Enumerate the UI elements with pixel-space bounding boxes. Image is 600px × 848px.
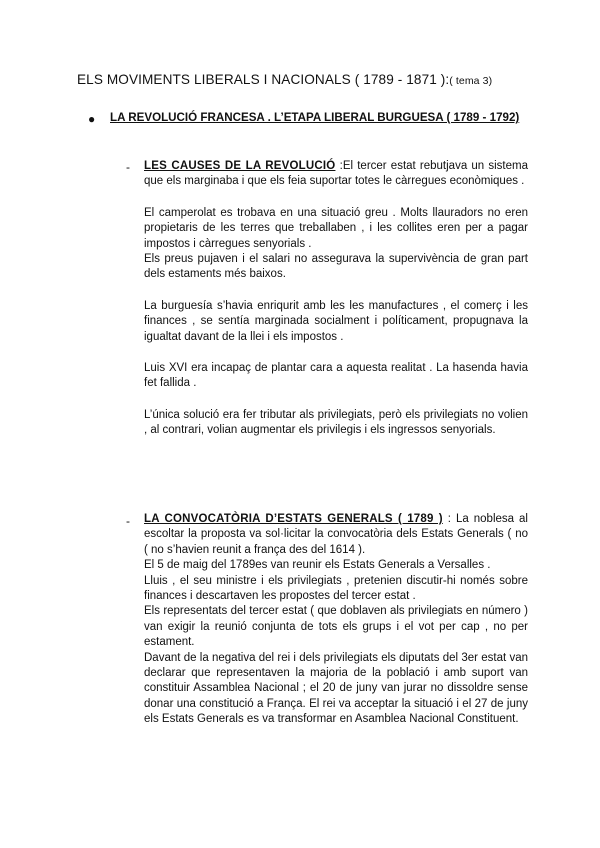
convocatoria-heading: LA CONVOCATÒRIA D’ESTATS GENERALS ( 1789 ) bbox=[144, 513, 443, 525]
dash-icon: - bbox=[126, 160, 130, 174]
subsection-convocatoria bbox=[144, 512, 528, 728]
subsection-causes bbox=[144, 159, 528, 439]
document-title-tag: ( tema 3) bbox=[449, 75, 493, 87]
paragraph: El 5 de maig del 1789es van reunir els Estats Generals a Versalles . bbox=[144, 559, 491, 572]
paragraph: Els representats del tercer estat ( que doblaven als privilegiats en número ) van exigir la reunió conjunta de tots els grups i el vot per cap , no per estament. bbox=[144, 605, 528, 649]
document-title bbox=[77, 72, 547, 87]
convocatoria-intro: : La noblesa al escoltar la proposta va sol·licitar la convocatòria dels Estats Generals ( no ( no s’havien reunit a frança des del 1614 ). bbox=[144, 513, 528, 556]
causes-heading: LES CAUSES DE LA REVOLUCIÓ bbox=[144, 160, 336, 172]
section-heading: LA REVOLUCIÓ FRANCESA . L’ETAPA LIBERAL BURGUESA ( 1789 - 1792) bbox=[110, 111, 520, 124]
paragraph: Luis XVI era incapaç de plantar cara a aquesta realitat . La hasenda havia fet fallida . bbox=[144, 362, 528, 390]
paragraph: Lluis , el seu ministre i els privilegiats , pretenien discutir-hi només sobre finances i descartaven les propostes del tercer estat . bbox=[144, 574, 528, 603]
bullet-icon: ● bbox=[88, 112, 96, 126]
paragraph: Els preus pujaven i el salari no assegurava la supervivència de gran part dels estaments més baixos. bbox=[144, 253, 528, 281]
document-title-text: ELS MOVIMENTS LIBERALS I NACIONALS ( 1789 - 1871 ): bbox=[77, 72, 450, 87]
dash-icon: - bbox=[126, 514, 130, 528]
convocatoria-intro-paragraph bbox=[144, 512, 528, 558]
causes-intro: :El tercer estat rebutjava un sistema que els marginaba i que els feia suportar totes le càrregues econòmiques . bbox=[144, 160, 528, 188]
paragraph: El camperolat es trobava en una situació greu . Molts llauradors no eren propietaris de les terres que treballaben , i les collites eren per a pagar impostos i càrregues senyorials . bbox=[144, 206, 528, 250]
causes-intro-paragraph bbox=[144, 159, 528, 190]
paragraph: Davant de la negativa del rei i dels privilegiats els diputats del 3er estat van declarar que representaven la majoria de la població i amb suport van constituir Assamblea Nacional ; el 20 de juny van jurar no dissoldre sense donar una constitució a França. El rei va acceptar la situació i el 27 de juny els Estats Generals es va transformar en Asamblea Nacional Constituent. bbox=[144, 651, 528, 726]
paragraph: La burguesía s’havia enriqurit amb les les manufactures , el comerç i les finances , se sentía marginada socialment i políticament, propugnava la igualtat davant de la llei i els impostos . bbox=[144, 299, 528, 343]
paragraph: L’única solució era fer tributar als privilegiats, però els privilegiats no volien , al contrari, volian augmentar els privilegis i els ingressos senyorials. bbox=[144, 408, 528, 437]
